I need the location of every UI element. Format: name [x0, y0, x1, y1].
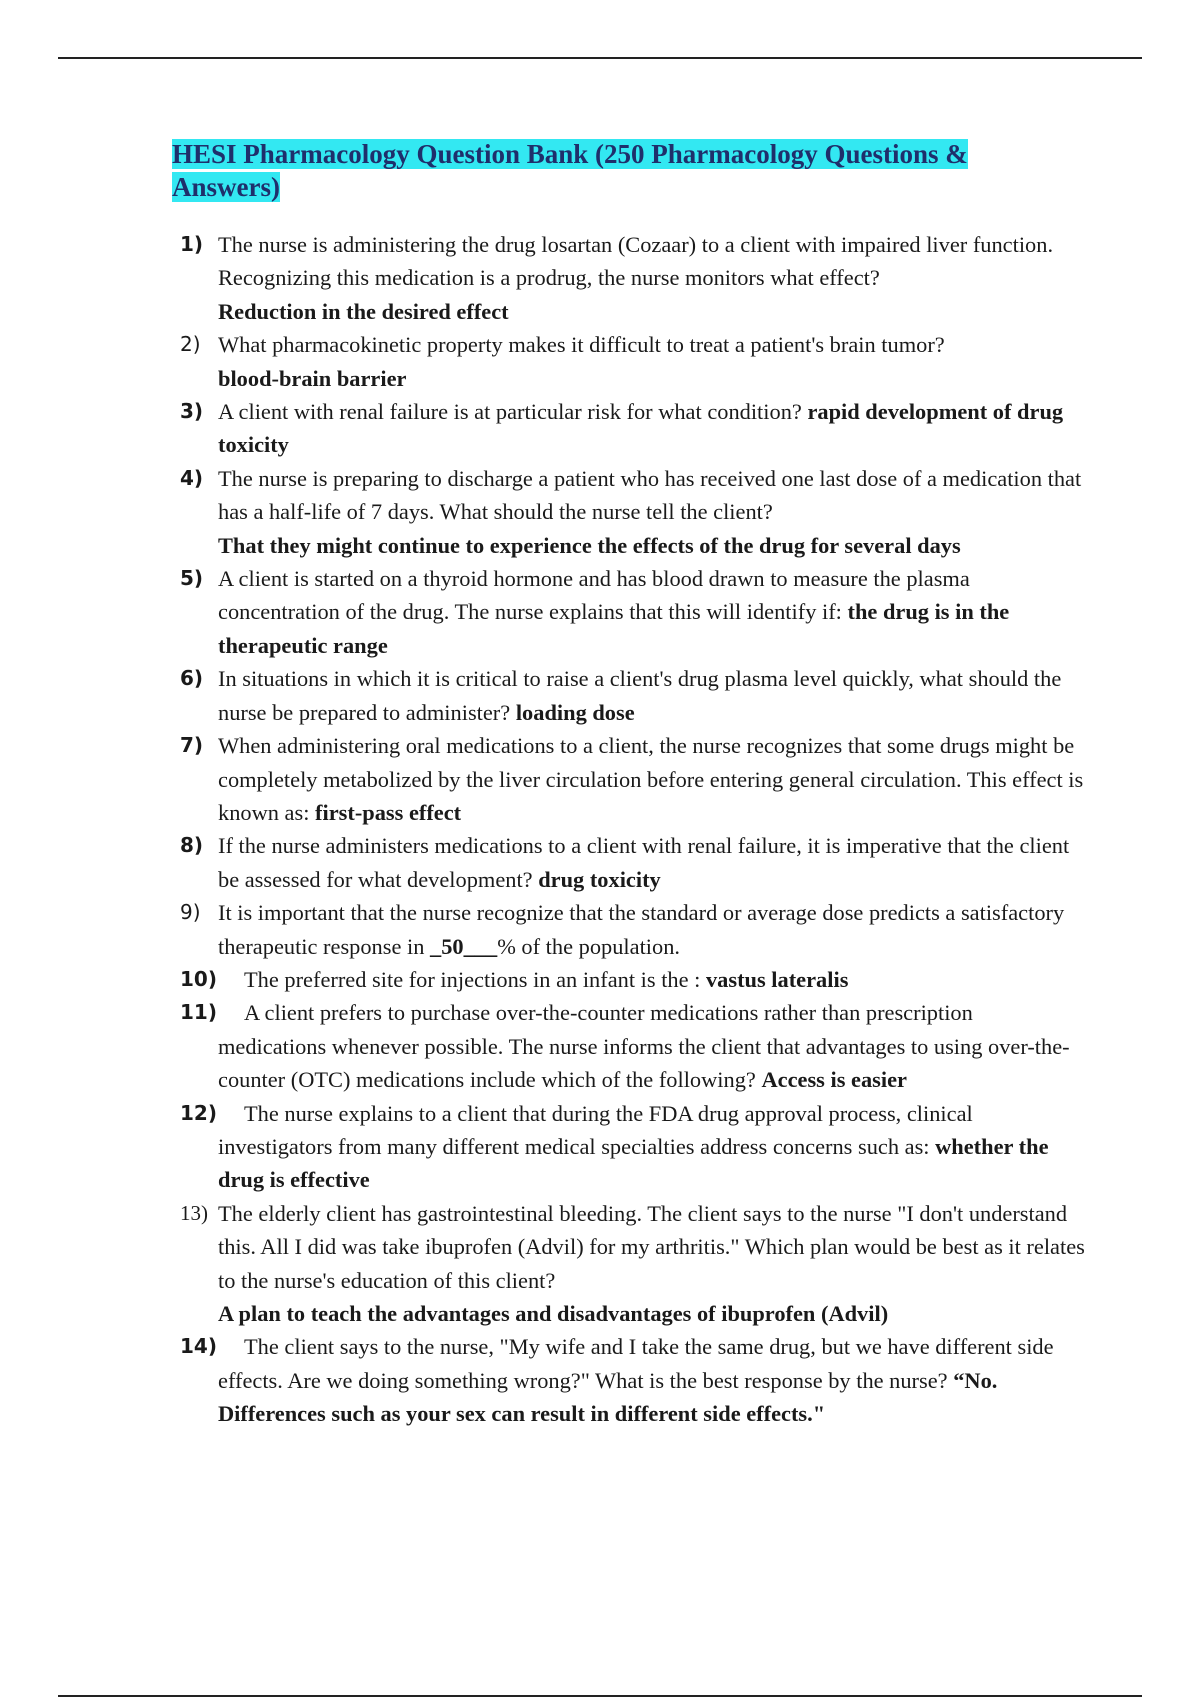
question-text: The elderly client has gastrointestinal bleeding. The client says to the nurse "I don't understand this. All I did was take ibuprofen (Advil) for my arthritis." Which plan would be best as it relates to the nurse's education of this client? [218, 1200, 1085, 1293]
question-answer: vastus lateralis [705, 966, 849, 992]
question-text: The nurse is administering the drug losartan (Cozaar) to a client with impaired liver function. Recognizing this medication is a prodrug, the nurse monitors what effect? [218, 232, 1054, 291]
question-answer: “No. Differences such as your sex can result in different side effects." [218, 1367, 998, 1427]
question-item-9 [180, 896, 1085, 963]
question-text: A client prefers to purchase over-the-counter medications rather than prescription medications whenever possible. The nurse informs the client that advantages to using over-the-counter (OTC) medications include which of the following? [218, 1000, 1070, 1093]
question-item-4 [180, 462, 1085, 562]
question-number: 11) [180, 1000, 217, 1025]
question-number: 5) [180, 566, 204, 591]
question-item-13 [180, 1197, 1085, 1331]
question-number: 4) [180, 465, 204, 490]
question-answer: the drug is in the therapeutic range [218, 599, 1010, 658]
question-answer: blood-brain barrier [218, 365, 407, 391]
question-answer: Access is easier [761, 1067, 907, 1093]
question-answer: drug toxicity [538, 866, 661, 892]
question-item-5 [180, 562, 1085, 662]
question-answer: first-pass effect [315, 799, 462, 825]
question-answer: whether the drug is effective [218, 1133, 1049, 1193]
question-text: It is important that the nurse recognize that the standard or average dose predicts a satisfactory therapeutic response in [218, 900, 1065, 959]
question-item-14 [180, 1330, 1085, 1430]
question-number: 9) [180, 900, 201, 925]
question-number: 8) [180, 833, 204, 858]
bottom-rule [58, 1695, 1142, 1697]
question-text: The nurse is preparing to discharge a patient who has received one last dose of a medication that has a half-life of 7 days. What should the nurse tell the client? [218, 465, 1082, 525]
question-text-after: % of the population. [497, 933, 681, 959]
question-item-1 [180, 228, 1085, 328]
question-text: The client says to the nurse, "My wife and I take the same drug, but we have different side effects. Are we doing something wrong?" What is the best response by the nurse? [218, 1334, 1054, 1393]
question-answer: rapid development of drug toxicity [218, 399, 1064, 458]
question-item-8 [180, 829, 1085, 896]
top-rule [58, 57, 1142, 59]
question-answer: That they might continue to experience the effects of the drug for several days [218, 532, 961, 558]
question-answer: A plan to teach the advantages and disadvantages of ibuprofen (Advil) [218, 1301, 889, 1326]
question-text: A client is started on a thyroid hormone and has blood drawn to measure the plasma concentration of the drug. The nurse explains that this will identify if: [218, 566, 970, 625]
question-item-7 [180, 729, 1085, 829]
page-title [172, 138, 1072, 204]
question-item-11 [180, 996, 1085, 1096]
question-number: 13) [180, 1200, 208, 1225]
question-item-6 [180, 662, 1085, 729]
question-item-3 [180, 395, 1085, 462]
question-number: 12) [180, 1100, 217, 1125]
question-text: The nurse explains to a client that during the FDA drug approval process, clinical investigators from many different medical specialties address concerns such as: [218, 1100, 973, 1159]
question-number: 6) [180, 666, 204, 691]
question-answer: loading dose [515, 699, 635, 725]
title-highlight: HESI Pharmacology Question Bank (250 Pharmacology Questions & Answers) [172, 139, 968, 202]
question-list [180, 228, 1085, 1431]
question-answer: Reduction in the desired effect [218, 298, 509, 324]
question-text: A client with renal failure is at particular risk for what condition? [218, 399, 802, 425]
question-text: In situations in which it is critical to raise a client's drug plasma level quickly, what should the nurse be prepared to administer? [218, 666, 1062, 725]
question-number: 14) [180, 1334, 217, 1359]
question-text: If the nurse administers medications to a client with renal failure, it is imperative that the client be assessed for what development? [218, 833, 1070, 892]
question-text: What pharmacokinetic property makes it difficult to treat a patient's brain tumor? [218, 332, 945, 358]
question-text: When administering oral medications to a client, the nurse recognizes that some drugs might be completely metabolized by the liver circulation before entering general circulation. This effect is known as: [218, 733, 1084, 825]
question-number: 1) [180, 232, 204, 256]
question-item-2 [180, 328, 1085, 395]
question-text: The preferred site for injections in an infant is the : [244, 966, 701, 992]
question-number: 2) [180, 332, 201, 357]
question-item-10 [180, 963, 1085, 996]
question-number: 7) [180, 733, 204, 758]
question-number: 3) [180, 399, 204, 424]
question-item-12 [180, 1097, 1085, 1197]
question-number: 10) [180, 966, 217, 991]
question-blank-answer: _50___ [430, 933, 498, 959]
